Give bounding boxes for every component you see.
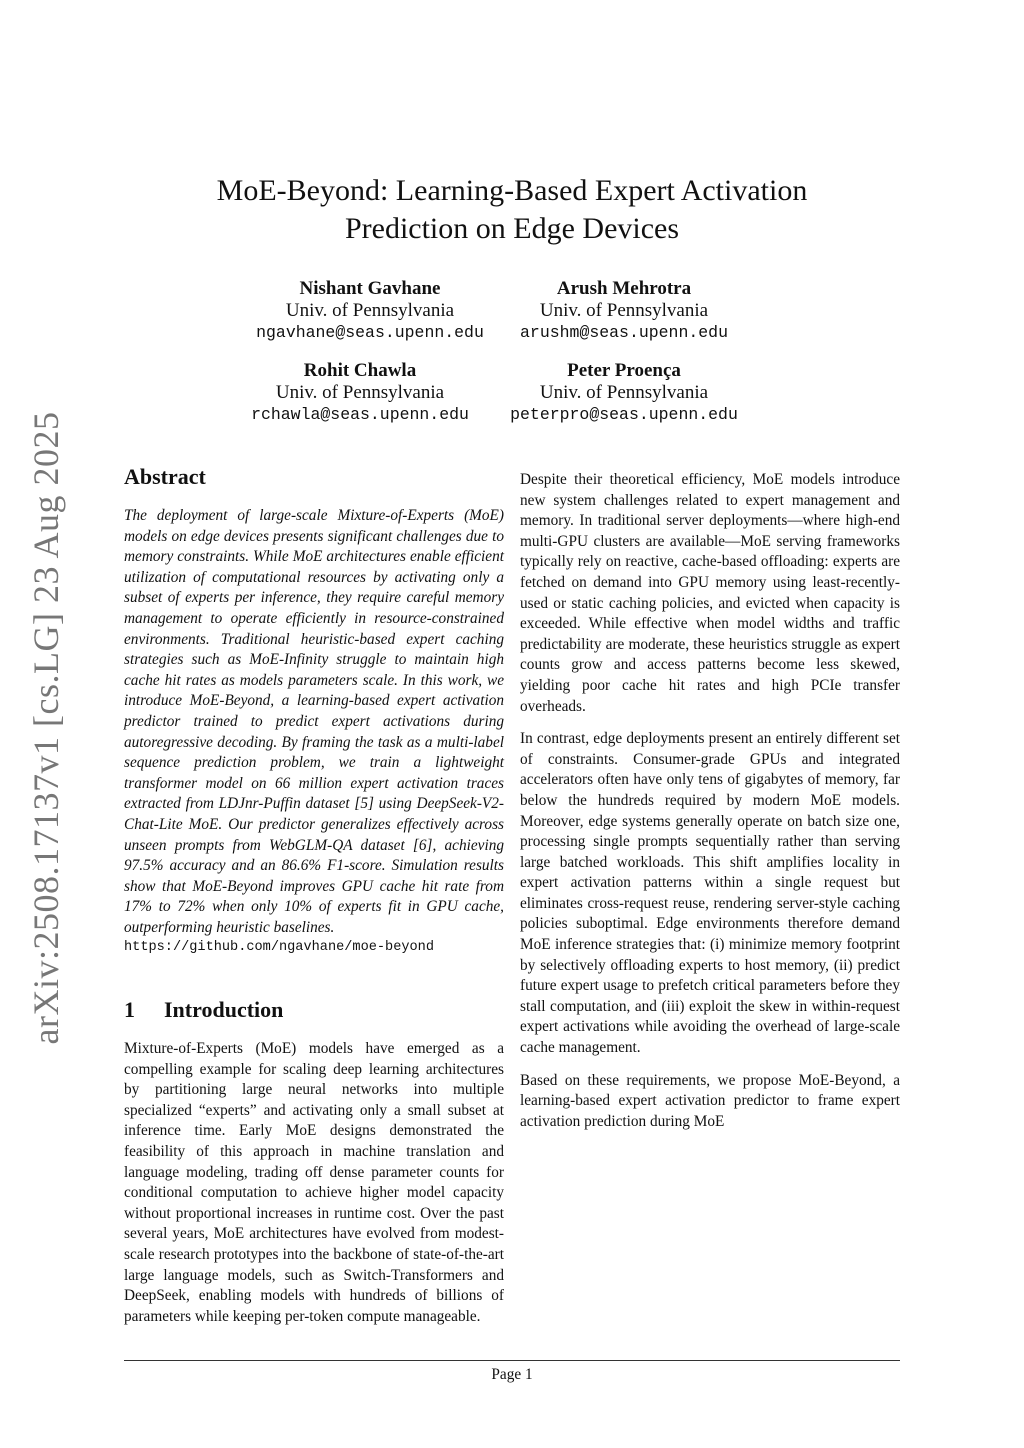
section-number: 1 xyxy=(124,997,135,1023)
introduction-heading xyxy=(124,995,504,1025)
author-name: Arush Mehrotra xyxy=(556,278,692,299)
repository-link[interactable]: https://github.com/ngavhane/moe-beyond xyxy=(124,940,434,956)
intro-paragraph-3: In contrast, edge deployments present an entirely different set of constraints. Consumer-grade GPUs and integrated accelerators often have only tens of gigabytes of memory, far below the hundreds required by modern MoE models. Moreover, edge systems generally operate on batch size one, processing single prompts sequentially rather than serving large batched workloads. This shift amplifies locality in expert activation patterns within a single request but eliminates cross-request reuse, rendering server-style caching policies suboptimal. Edge environments therefore demand MoE inference strategies that: (i) minimize memory footprint by selectively offloading experts to host memory, (ii) predict future expert usage to prefetch critical parameters before they stall computation, and (iii) exploit the skew in within-request expert activations while avoiding the overhead of large-scale cache management. xyxy=(520,730,900,1057)
abstract-body xyxy=(124,506,504,938)
author-email[interactable]: rchawla@seas.upenn.edu xyxy=(251,405,469,424)
paper-title xyxy=(124,172,900,248)
author-block xyxy=(474,360,774,426)
author-name: Nishant Gavhane xyxy=(299,278,441,299)
left-column xyxy=(124,462,504,1339)
section-title: Introduction xyxy=(164,997,284,1023)
page-number: Page 1 xyxy=(491,1366,533,1383)
right-column xyxy=(520,470,900,1144)
author-block xyxy=(474,278,774,344)
author-name: Rohit Chawla xyxy=(303,360,417,381)
author-block xyxy=(210,360,510,426)
footer-divider xyxy=(124,1360,900,1361)
author-affiliation: Univ. of Pennsylvania xyxy=(539,300,709,321)
author-affiliation: Univ. of Pennsylvania xyxy=(285,300,455,321)
abstract-heading: Abstract xyxy=(124,464,206,489)
arxiv-identifier: arXiv:2508.17137v1 [cs.LG] 23 Aug 2025 xyxy=(26,411,66,1045)
title-line-1: MoE-Beyond: Learning-Based Expert Activation xyxy=(216,174,808,207)
author-email[interactable]: arushm@seas.upenn.edu xyxy=(520,323,728,342)
title-line-2: Prediction on Edge Devices xyxy=(344,212,680,245)
intro-paragraph-4: Based on these requirements, we propose MoE-Beyond, a learning-based expert activation predictor to frame expert activation prediction during MoE xyxy=(520,1071,900,1130)
author-name: Peter Proença xyxy=(567,360,681,381)
intro-paragraph-2: Despite their theoretical efficiency, MoE models introduce new system challenges related to expert management and memory. In traditional server deployments—where high-end multi-GPU clusters are available—MoE serving frameworks typically rely on reactive, cache-based offloading: experts are fetched on demand into GPU memory using least-recently-used or static caching policies, and evicted when capacity is exceeded. While effective when model widths and traffic predictability are moderate, these heuristics struggle as expert counts grow and access patterns become less skewed, yielding poor cache hit rates and high PCIe transfer overheads. xyxy=(520,471,900,715)
author-affiliation: Univ. of Pennsylvania xyxy=(539,382,709,403)
author-email[interactable]: ngavhane@seas.upenn.edu xyxy=(256,323,484,342)
author-email[interactable]: peterpro@seas.upenn.edu xyxy=(510,405,738,424)
author-affiliation: Univ. of Pennsylvania xyxy=(275,382,445,403)
abstract-text: The deployment of large-scale Mixture-of-Experts (MoE) models on edge devices presents significant challenges due to memory constraints. While MoE architectures enable efficient utilization of computational resources by activating only a subset of experts per inference, they require careful memory management to operate efficiently in resource-constrained environments. Traditional heuristic-based expert caching strategies such as MoE-Infinity struggle to maintain high cache hit rates as models parameters scale. In this work, we introduce MoE-Beyond, a learning-based expert activation predictor trained to predict expert activations during autoregressive decoding. By framing the task as a multi-label sequence prediction problem, we train a lightweight transformer model on 66 million expert activation traces extracted from LDJnr-Puffin dataset [5] using DeepSeek-V2-Chat-Lite MoE. Our predictor generalizes effectively across unseen prompts from WebGLM-QA dataset [6], achieving 97.5% accuracy and an 86.6% F1-score. Simulation results show that MoE-Beyond improves GPU cache hit rate from 17% to 72% when only 10% of experts fit in GPU cache, outperforming heuristic baselines. xyxy=(124,507,504,936)
intro-paragraph-1: Mixture-of-Experts (MoE) models have emerged as a compelling example for scaling deep learning architectures by partitioning large neural networks into multiple specialized “experts” and activating only a small subset at inference time. Early MoE designs demonstrated the feasibility of this approach in machine translation and language modeling, trading off dense parameter counts for conditional computation to achieve higher model capacity without proportional increases in runtime cost. Over the past several years, MoE architectures have evolved from modest-scale research prototypes into the backbone of state-of-the-art large language models, such as Switch-Transformers and DeepSeek, enabling models with hundreds of billions of parameters while keeping per-token compute manageable. xyxy=(124,1040,504,1325)
